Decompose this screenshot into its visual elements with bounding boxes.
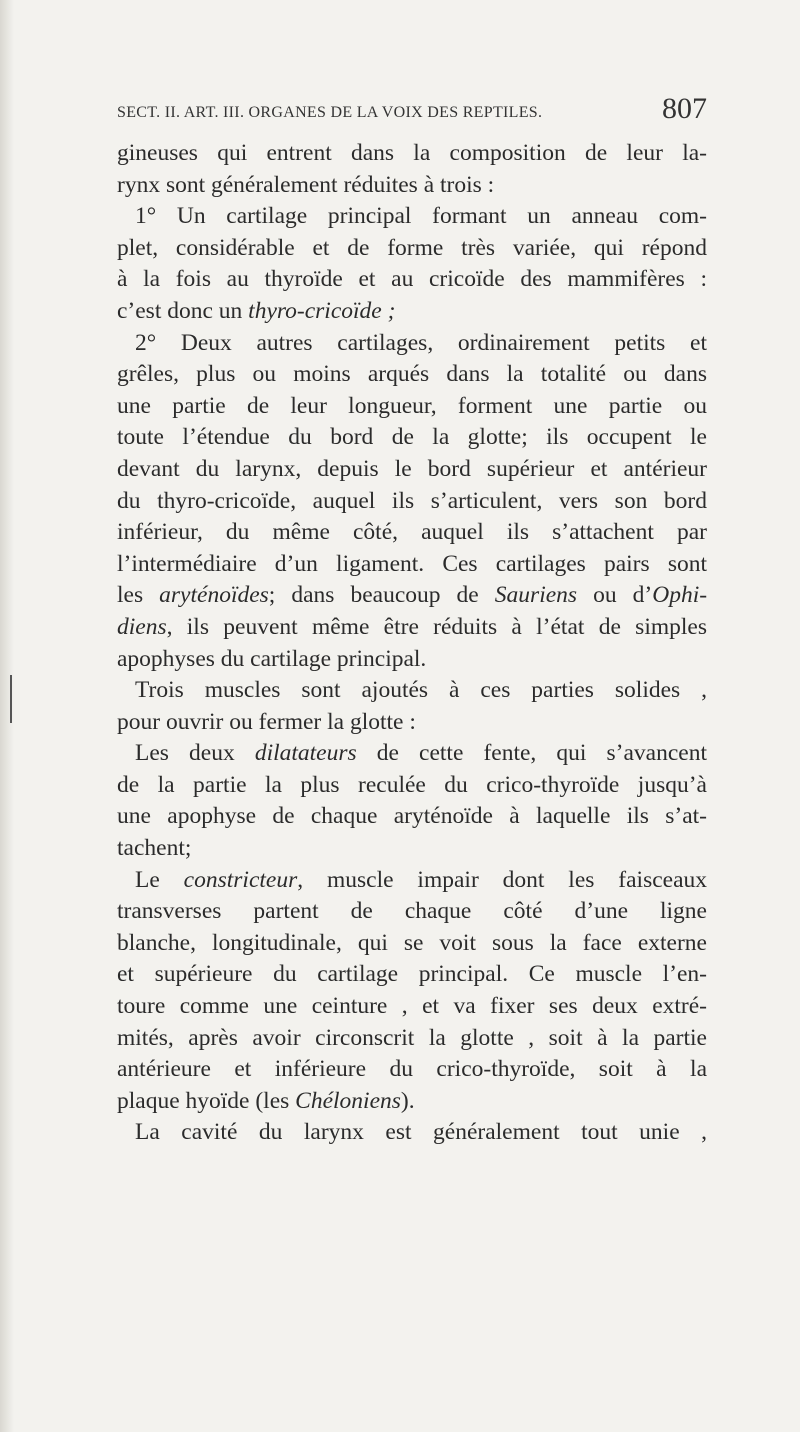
text-line: mités, après avoir circonscrit la glotte , soit à la partie — [117, 1024, 707, 1051]
text-line: inférieur, du même côté, auquel ils s’attachent par — [117, 519, 707, 546]
italic-term: Chéloniens — [295, 1087, 401, 1114]
text-fragment: Le — [135, 866, 160, 893]
text-line: Trois muscles sont ajoutés à ces parties solides , — [135, 677, 707, 704]
text-fragment: Les deux — [135, 740, 235, 767]
text-line: toute l’étendue du bord de la glotte; ils occupent le — [117, 424, 707, 451]
italic-term: constricteur — [183, 866, 298, 893]
italic-term: thyro-cricoïde ; — [248, 297, 396, 324]
text-line: une apophyse de chaque aryténoïde à laquelle ils s’at- — [117, 803, 707, 830]
text-line — [117, 738, 707, 770]
text-line: grêles, plus ou moins arqués dans la totalité ou dans — [117, 361, 707, 388]
text-line: antérieure et inférieure du crico-thyroïde, soit à la — [117, 1056, 707, 1083]
text-line: La cavité du larynx est généralement tout unie , — [135, 1119, 707, 1146]
text-line — [117, 865, 707, 897]
text-line: gineuses qui entrent dans la composition de leur la- — [117, 140, 707, 166]
italic-term: Sauriens — [494, 582, 578, 609]
text-fragment: c’est donc un — [117, 297, 243, 324]
text-fragment: de cette fente, qui s’avancent — [376, 740, 707, 767]
text-line: toure comme une ceinture , et va fixer ses deux extré- — [117, 993, 707, 1020]
text-line — [117, 296, 707, 328]
text-fragment: , muscle impair dont les faisceaux — [297, 866, 707, 893]
text-line: à la fois au thyroïde et au cricoïde des mammifères : — [117, 266, 707, 293]
text-line: 2° Deux autres cartilages, ordinairement petits et — [135, 329, 707, 356]
text-line: rynx sont généralement réduites à trois : — [117, 171, 495, 198]
text-line: apophyses du cartilage principal. — [117, 645, 427, 672]
running-head: SECT. II. ART. III. ORGANES DE LA VOIX DES REPTILES. — [117, 104, 543, 121]
text-line — [117, 612, 707, 644]
text-line — [117, 580, 707, 612]
text-fragment: ou d’ — [593, 582, 653, 609]
text-fragment: les — [117, 582, 144, 609]
margin-mark — [10, 675, 12, 723]
body-text — [117, 138, 707, 1149]
text-line: de la partie la plus reculée du crico-thyroïde jusqu’à — [117, 771, 707, 798]
italic-term: diens — [117, 613, 167, 640]
text-fragment: ). — [400, 1087, 415, 1114]
page-header — [117, 90, 707, 130]
italic-term: Ophi- — [652, 582, 708, 609]
text-line: transverses partent de chaque côté d’une ligne — [117, 898, 707, 925]
text-line: blanche, longitudinale, qui se voit sous la face externe — [117, 929, 707, 956]
text-line: tachent; — [117, 835, 192, 862]
text-line: une partie de leur longueur, forment une partie ou — [117, 392, 707, 419]
text-line: du thyro-cricoïde, auquel ils s’articulent, vers son bord — [117, 487, 707, 514]
italic-term: dilatateurs — [254, 740, 357, 767]
text-line: plet, considérable et de forme très variée, qui répond — [117, 234, 707, 261]
text-fragment: plaque hyoïde (les — [117, 1087, 290, 1114]
text-line: pour ouvrir ou fermer la glotte : — [117, 708, 416, 735]
text-line: l’intermédiaire d’un ligament. Ces cartilages pairs sont — [117, 550, 707, 577]
text-line: devant du larynx, depuis le bord supérieur et antérieur — [117, 455, 707, 482]
text-line — [117, 1086, 707, 1118]
text-fragment: , ils peuvent même être réduits à l’état de simples — [166, 613, 707, 640]
italic-term: aryténoïdes — [159, 582, 269, 609]
page-number: 807 — [662, 92, 707, 125]
text-line: et supérieure du cartilage principal. Ce muscle l’en- — [117, 961, 707, 988]
text-line: 1° Un cartilage principal formant un anneau com- — [135, 203, 707, 230]
text-fragment: ; dans beaucoup de — [268, 582, 479, 609]
